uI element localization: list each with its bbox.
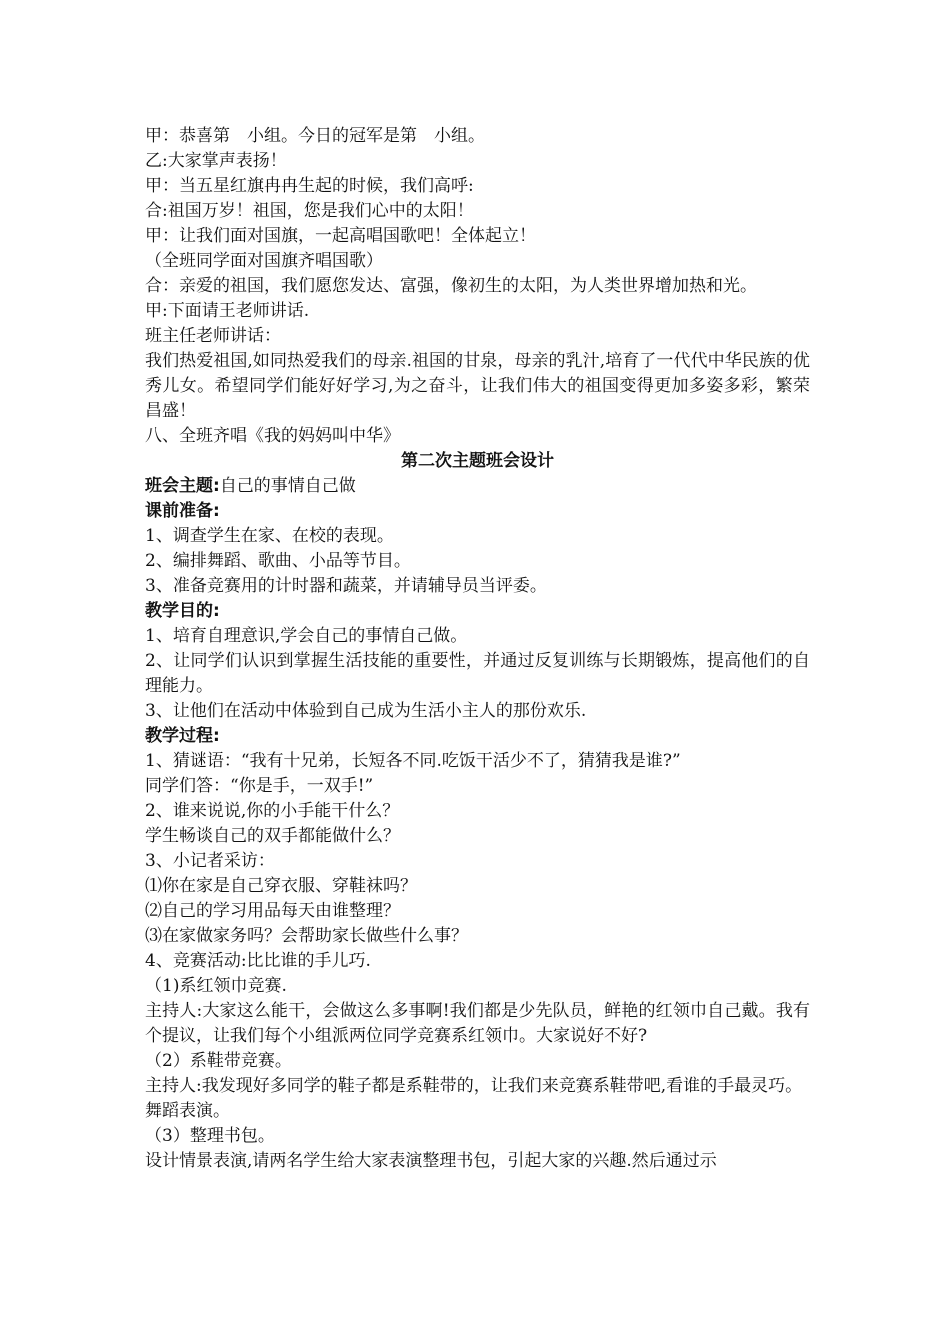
list-item: 1、培育自理意识,学会自己的事情自己做。 — [145, 626, 468, 646]
section-title: 第二次主题班会设计 — [401, 451, 554, 471]
text-line: （全班同学面对国旗齐唱国歌） — [145, 251, 383, 271]
paragraph: 主持人:我发现好多同学的鞋子都是系鞋带的，让我们来竞赛系鞋带吧,看谁的手最灵巧。 — [145, 1076, 803, 1096]
theme-line — [145, 474, 810, 499]
theme-value: 自己的事情自己做 — [219, 476, 356, 496]
text-line: 设计情景表演,请两名学生给大家表演整理书包，引起大家的兴趣.然后通过示 — [145, 1151, 717, 1171]
text-line: （3）整理书包。 — [145, 1126, 275, 1146]
text-line: 甲：让我们面对国旗，一起高唱国歌吧！全体起立！ — [145, 226, 536, 246]
list-item: 2、编排舞蹈、歌曲、小品等节目。 — [145, 551, 411, 571]
list-item: 3、小记者采访： — [145, 851, 275, 871]
goal-heading: 教学目的: — [145, 601, 220, 621]
list-item: 1、调查学生在家、在校的表现。 — [145, 526, 394, 546]
list-item: 2、谁来说说,你的小手能干什么？ — [145, 801, 400, 821]
document-page — [145, 124, 810, 1174]
list-item: ⑴你在家是自己穿衣服、穿鞋袜吗？ — [145, 876, 417, 896]
text-line: （2）系鞋带竞赛。 — [145, 1051, 292, 1071]
list-item: 3、准备竞赛用的计时器和蔬菜，并请辅导员当评委。 — [145, 576, 547, 596]
theme-label: 班会主题: — [145, 476, 220, 496]
list-item: （1)系红领巾竞赛. — [145, 976, 287, 996]
list-item: 2、让同学们认识到掌握生活技能的重要性，并通过反复训练与长期锻炼，提高他们的自理能力。 — [145, 651, 810, 696]
text-line: 甲:下面请王老师讲话. — [145, 301, 310, 321]
paragraph: 主持人:大家这么能干，会做这么多事啊!我们都是少先队员，鲜艳的红领巾自己戴。我有个提议，让我们每个小组派两位同学竞赛系红领巾。大家说好不好? — [145, 1001, 810, 1046]
text-line: 八、全班齐唱《我的妈妈叫中华》 — [145, 426, 400, 446]
list-item: 同学们答：“你是手，一双手!” — [145, 776, 374, 796]
paragraph: 我们热爱祖国,如同热爱我们的母亲.祖国的甘泉，母亲的乳汁,培育了一代代中华民族的优秀儿女。希望同学们能好好学习,为之奋斗，让我们伟大的祖国变得更加多姿多彩，繁荣昌盛！ — [145, 351, 810, 421]
list-item: 1、猜谜语：“我有十兄弟，长短各不同.吃饭干活少不了，猜猜我是谁?” — [145, 751, 681, 771]
text-line: 舞蹈表演。 — [145, 1101, 230, 1121]
list-item: 3、让他们在活动中体验到自己成为生活小主人的那份欢乐. — [145, 701, 587, 721]
text-line: 甲：恭喜第 小组。今日的冠军是第 小组。 — [145, 126, 485, 146]
text-line: 乙:大家掌声表扬！ — [145, 151, 287, 171]
prep-heading: 课前准备: — [145, 501, 220, 521]
process-heading: 教学过程: — [145, 726, 220, 746]
list-item: 学生畅谈自己的双手都能做什么？ — [145, 826, 400, 846]
list-item: 4、竞赛活动:比比谁的手儿巧. — [145, 951, 371, 971]
text-line: 班主任老师讲话： — [145, 326, 281, 346]
list-item: ⑵自己的学习用品每天由谁整理？ — [145, 901, 400, 921]
paragraph: 合：亲爱的祖国，我们愿您发达、富强，像初生的太阳，为人类世界增加热和光。 — [145, 276, 757, 296]
list-item: ⑶在家做家务吗？会帮助家长做些什么事？ — [145, 926, 468, 946]
text-line: 甲：当五星红旗冉冉生起的时候，我们高呼: — [145, 176, 474, 196]
text-line: 合:祖国万岁！祖国，您是我们心中的太阳！ — [145, 201, 474, 221]
